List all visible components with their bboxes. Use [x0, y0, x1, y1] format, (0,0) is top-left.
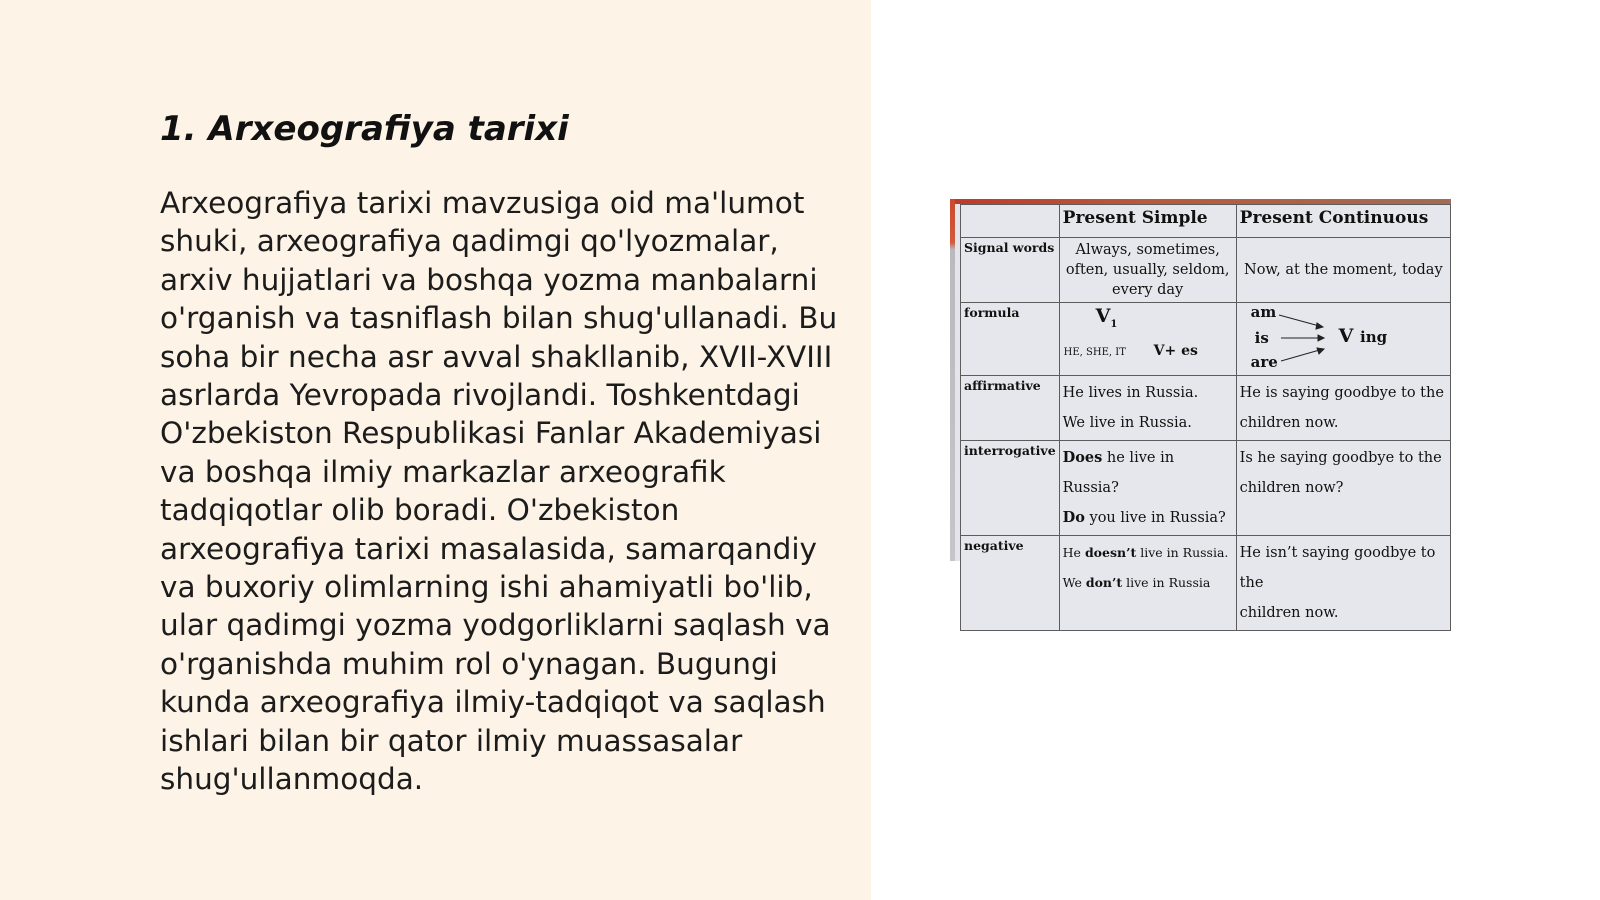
- accent-left-bar: [950, 199, 955, 561]
- formula-arrows-icon: [1277, 311, 1337, 367]
- row-label: affirmative: [961, 376, 1060, 441]
- header-present-simple: Present Simple: [1059, 205, 1236, 238]
- grammar-table-image: [950, 199, 1451, 621]
- cell-continuous-formula: [1236, 303, 1450, 376]
- example-line: We don’t live in Russia: [1062, 575, 1211, 590]
- row-label: negative: [961, 536, 1060, 631]
- example-line: He doesn’t live in Russia.: [1062, 545, 1229, 560]
- cell-continuous-affirmative: [1236, 376, 1450, 441]
- example-line: Is he saying goodbye to the: [1239, 450, 1442, 466]
- formula-is: is: [1254, 329, 1269, 347]
- cell-simple-signal: Always, sometimes, often, usually, seldom, every day: [1059, 238, 1236, 303]
- cell-simple-interrogative: [1059, 441, 1236, 536]
- slide-body-text: Arxeografiya tarixi mavzusiga oid ma'lumot shuki, arxeografiya qadimgi qo'lyozmalar, arxiv hujjatlari va boshqa yozma manbalarni o'rganish va tasniflash bilan shug'ullanadi. Bu soha bir necha asr avval shakllanib, XVII-XVIII asrlarda Yevropada rivojlandi. Toshkentdagi O'zbekiston Respublikasi Fanlar Akademiyasi va boshqa ilmiy markazlar arxeografik tadqiqotlar olib boradi. O'zbekiston arxeografiya tarixi masalasida, samarqandiy va buxoriy olimlarning ishi ahamiyatli bo'lib, ular qadimgi yozma yodgorliklarni saqlash va o'rganishda muhim rol o'ynagan. Bugungi kunda arxeografiya ilmiy-tadqiqot va saqlash ishlari bilan bir qator ilmiy muassasalar shug'ullanmoqda.: [160, 186, 838, 797]
- example-line: He is saying goodbye to the: [1239, 385, 1444, 401]
- formula-he-she-it: HE, SHE, IT: [1063, 347, 1126, 358]
- formula-are: are: [1250, 353, 1278, 371]
- table-header-empty: [961, 205, 1060, 238]
- cell-simple-negative: [1059, 536, 1236, 631]
- table-row-interrogative: [961, 441, 1451, 536]
- example-line: He lives in Russia.: [1062, 385, 1199, 401]
- cell-continuous-negative: [1236, 536, 1450, 631]
- table-header-row: [961, 205, 1451, 238]
- row-label: formula: [961, 303, 1060, 376]
- formula-v1: $V_1$: [1095, 305, 1118, 330]
- header-present-continuous: Present Continuous: [1236, 205, 1450, 238]
- tense-comparison-table: [960, 204, 1451, 631]
- row-label: Signal words: [961, 238, 1060, 303]
- cell-simple-formula: [1059, 303, 1236, 376]
- table-row-negative: [961, 536, 1451, 631]
- cell-simple-affirmative: [1059, 376, 1236, 441]
- example-line: Do you live in Russia?: [1062, 509, 1226, 526]
- cell-continuous-interrogative: [1236, 441, 1450, 536]
- example-line: children now.: [1239, 415, 1339, 431]
- table-row-formula: [961, 303, 1451, 376]
- row-label: interrogative: [961, 441, 1060, 536]
- formula-am: am: [1250, 303, 1277, 321]
- example-line: He isn’t saying goodbye to the: [1239, 545, 1436, 591]
- table-row-affirmative: [961, 376, 1451, 441]
- example-line: We live in Russia.: [1062, 415, 1192, 431]
- slide-title: 1. Arxeografiya tarixi: [160, 109, 569, 149]
- example-line: children now?: [1239, 480, 1344, 496]
- example-line: Does he live in Russia?: [1062, 449, 1175, 496]
- formula-v-es: V+ es: [1153, 343, 1198, 359]
- table-row-signal-words: [961, 238, 1451, 303]
- cell-continuous-signal: Now, at the moment, today: [1236, 238, 1450, 303]
- example-line: children now.: [1239, 605, 1339, 621]
- formula-v-ing: V ing: [1338, 325, 1388, 347]
